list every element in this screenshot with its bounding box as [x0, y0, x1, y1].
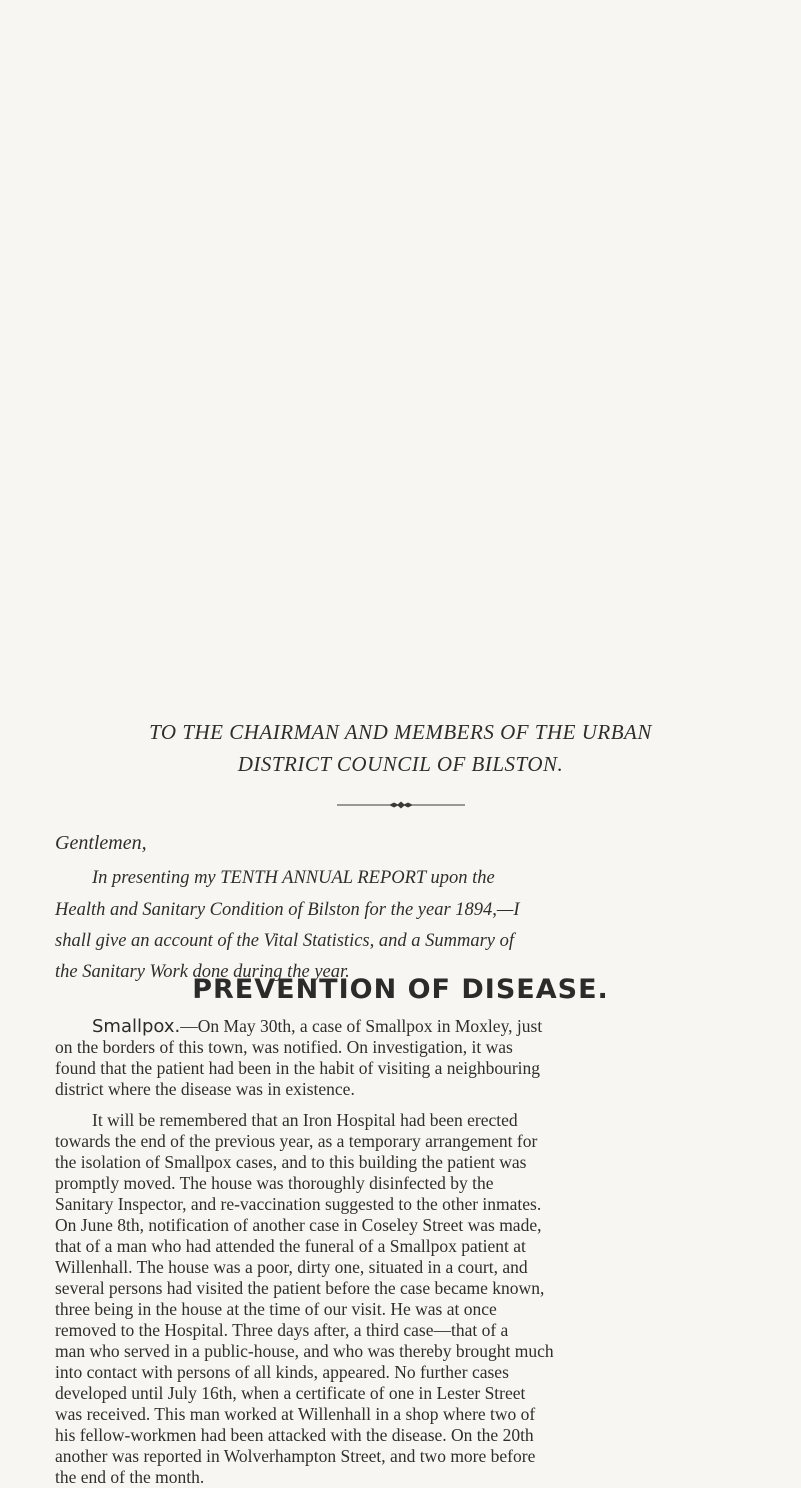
paragraph-2-line: It will be remembered that an Iron Hospital had been erected — [92, 1110, 518, 1130]
intro-line-4: the Sanitary Work done during the year. — [55, 962, 350, 982]
paragraph-2-line: Willenhall. The house was a poor, dirty one, situated in a court, and — [55, 1257, 528, 1277]
paragraph-2-line: several persons had visited the patient before the case became known, — [55, 1278, 545, 1298]
ornament-divider — [337, 800, 465, 810]
intro-line-1: In presenting my TENTH ANNUAL REPORT upon the — [92, 868, 495, 888]
paragraph-2-line: into contact with persons of all kinds, appeared. No further cases — [55, 1362, 509, 1382]
salutation: Gentlemen, — [55, 832, 147, 854]
paragraph-2-line: was received. This man worked at Willenhall in a shop where two of — [55, 1404, 536, 1424]
paragraph-1-line-1-text: —On May 30th, a case of Smallpox in Moxley, just — [180, 1016, 543, 1036]
paragraph-2-line: man who served in a public-house, and who was thereby brought much — [55, 1341, 554, 1361]
paragraph-1-line: found that the patient had been in the habit of visiting a neighbouring — [55, 1058, 541, 1078]
intro-line-2: Health and Sanitary Condition of Bilston for the year 1894,—I — [55, 900, 520, 920]
paragraph-2-line: developed until July 16th, when a certificate of one in Lester Street — [55, 1383, 526, 1403]
paragraph-2-line: the end of the month. — [55, 1467, 205, 1487]
paragraph-2-line: that of a man who had attended the funeral of a Smallpox patient at — [55, 1236, 526, 1256]
paragraph-2-line: promptly moved. The house was thoroughly disinfected by the — [55, 1173, 494, 1193]
paragraph-2-line: the isolation of Smallpox cases, and to this building the patient was — [55, 1152, 527, 1172]
paragraph-1-line-1 — [92, 1016, 792, 1037]
intro-line-3: shall give an account of the Vital Statistics, and a Summary of — [55, 931, 515, 951]
paragraph-2-line: his fellow-workmen had been attacked with the disease. On the 20th — [55, 1425, 534, 1445]
paragraph-2-line: towards the end of the previous year, as a temporary arrangement for — [55, 1131, 538, 1151]
paragraph-1-line: district where the disease was in existence. — [55, 1079, 355, 1099]
paragraph-2-line: removed to the Hospital. Three days after, a third case—that of a — [55, 1320, 509, 1340]
paragraph-2-line: Sanitary Inspector, and re-vaccination suggested to the other inmates. — [55, 1194, 542, 1214]
paragraph-2-line: three being in the house at the time of our visit. He was at once — [55, 1299, 497, 1319]
section-title: PREVENTION OF DISEASE. — [192, 974, 609, 1005]
address-heading-line-2: DISTRICT COUNCIL OF BILSTON. — [237, 752, 564, 776]
paragraph-1-line: on the borders of this town, was notified. On investigation, it was — [55, 1037, 513, 1057]
run-in-heading: Smallpox. — [92, 1016, 181, 1037]
paragraph-2-line: another was reported in Wolverhampton Street, and two more before — [55, 1446, 536, 1466]
paragraph-2-line: On June 8th, notification of another case in Coseley Street was made, — [55, 1215, 542, 1235]
address-heading-line-1: TO THE CHAIRMAN AND MEMBERS OF THE URBAN — [149, 720, 652, 744]
